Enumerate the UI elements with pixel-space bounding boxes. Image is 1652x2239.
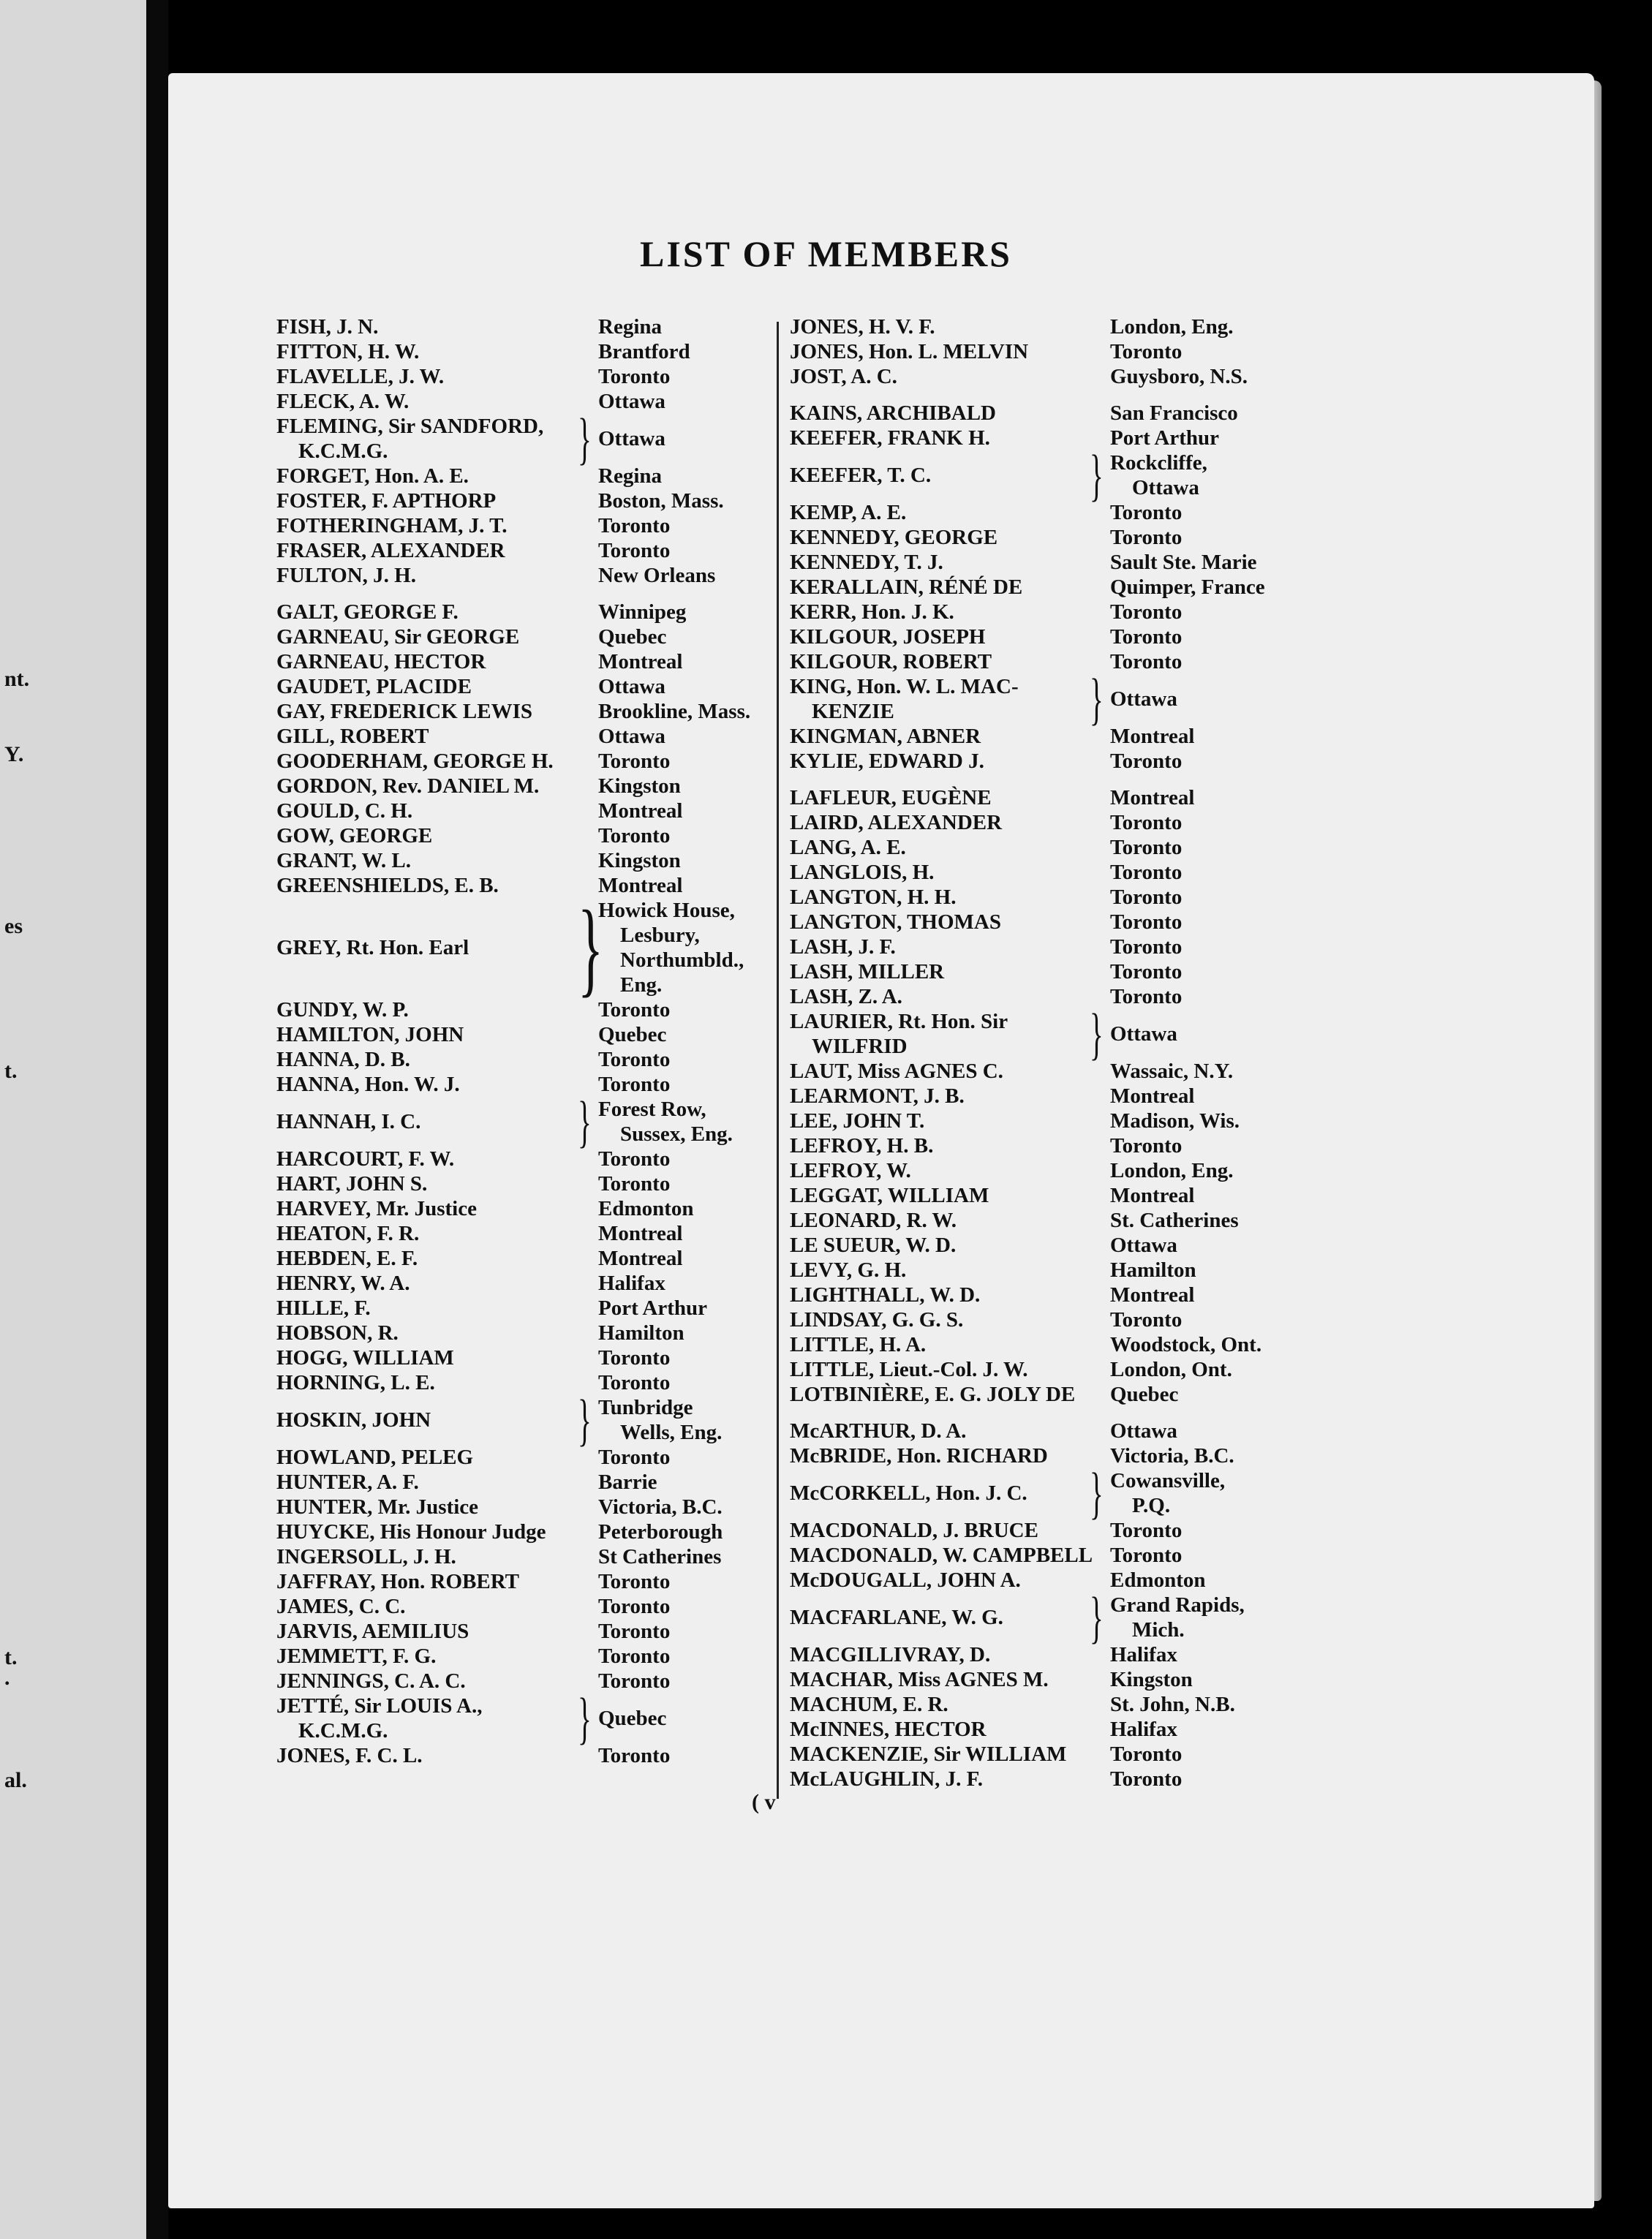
member-location: Quebec [598,625,667,649]
member-location-continuation: Ottawa [1132,476,1199,499]
member-location: Montreal [598,799,683,823]
member-name: GAY, FREDERICK LEWIS [276,700,532,723]
member-name: KINGMAN, ABNER [790,725,981,748]
member-location: Toronto [1110,340,1183,363]
member-name: FRASER, ALEXANDER [276,539,505,562]
brace-glyph: } [1090,1461,1104,1525]
member-location: Quebec [598,1707,667,1730]
member-location-continuation: P.Q. [1132,1494,1171,1517]
member-location: Toronto [598,1346,671,1370]
member-name: LANG, A. E. [790,836,906,859]
member-name: JONES, H. V. F. [790,315,935,339]
member-location: Peterborough [598,1520,723,1544]
member-location: Toronto [598,1147,671,1171]
member-location-continuation: Lesbury, [620,924,700,947]
member-location-continuation: Mich. [1132,1618,1185,1642]
member-name: HUNTER, A. F. [276,1470,419,1494]
member-name: HUYCKE, His Honour Judge [276,1520,546,1544]
member-name-continuation: WILFRID [812,1035,908,1058]
member-name: LEE, JOHN T. [790,1109,925,1133]
member-name: LINDSAY, G. G. S. [790,1308,964,1332]
member-location: Cowansville, [1110,1469,1226,1492]
member-location: Halifax [1110,1643,1177,1666]
member-location: Toronto [1110,960,1183,983]
member-location: Ottawa [1110,1234,1177,1257]
member-location: Toronto [1110,1134,1183,1158]
brace-glyph: } [578,888,604,1007]
member-name: HOSKIN, JOHN [276,1408,431,1432]
member-location: Toronto [1110,1767,1183,1791]
member-name: HARCOURT, F. W. [276,1147,455,1171]
member-location: Port Arthur [1110,426,1219,450]
member-location: Forest Row, [598,1098,706,1121]
member-location-continuation: Wells, Eng. [620,1421,723,1444]
member-name: KENNEDY, T. J. [790,551,943,574]
member-location: Victoria, B.C. [598,1495,723,1519]
member-location-continuation: Eng. [620,973,663,997]
member-name: HANNA, D. B. [276,1048,410,1071]
member-name-continuation: K.C.M.G. [298,1719,388,1743]
member-location: Edmonton [1110,1568,1206,1592]
member-name: FORGET, Hon. A. E. [276,464,469,488]
member-location: Toronto [598,1371,671,1394]
member-location: Toronto [1110,1519,1183,1542]
member-name: FOSTER, F. APTHORP [276,489,497,513]
member-name: KEMP, A. E. [790,501,907,524]
member-location: Toronto [598,1645,671,1668]
member-name: FLAVELLE, J. W. [276,365,445,388]
member-name: LOTBINIÈRE, E. G. JOLY DE [790,1383,1076,1406]
member-name: MACDONALD, W. CAMPBELL [790,1544,1093,1567]
member-location: Montreal [1110,786,1195,809]
member-location: Ottawa [1110,1419,1177,1443]
member-location: Wassaic, N.Y. [1110,1060,1234,1083]
member-location: Ottawa [598,675,665,698]
left-page-text: nt. [4,667,30,691]
member-location: Barrie [598,1470,657,1494]
member-location: Ottawa [1110,1022,1177,1046]
member-name: LASH, MILLER [790,960,945,983]
member-location: Ottawa [598,390,665,413]
member-name: McARTHUR, D. A. [790,1419,967,1443]
brace-glyph: } [1090,443,1104,507]
member-location: Boston, Mass. [598,489,724,513]
member-name: LEVY, G. H. [790,1258,907,1282]
member-location: Quimper, France [1110,575,1265,599]
member-location: Toronto [598,1669,671,1693]
member-name: LANGLOIS, H. [790,861,935,884]
member-location: Ottawa [598,427,665,450]
member-location: Guysboro, N.S. [1110,365,1248,388]
member-name: KYLIE, EDWARD J. [790,750,984,773]
member-location: Ottawa [1110,687,1177,711]
member-name: KING, Hon. W. L. MAC- [790,675,1019,698]
member-name: MACDONALD, J. BRUCE [790,1519,1038,1542]
member-location: Toronto [1110,526,1183,549]
member-location: Toronto [598,1744,671,1767]
member-name: GREY, Rt. Hon. Earl [276,936,469,959]
member-name: GRANT, W. L. [276,849,411,872]
member-name: McBRIDE, Hon. RICHARD [790,1444,1048,1468]
member-name: LAUT, Miss AGNES C. [790,1060,1003,1083]
brace-glyph: } [578,1090,592,1153]
member-location: Toronto [1110,935,1183,959]
member-location: New Orleans [598,564,716,587]
left-page-text: t. [4,1645,18,1669]
column-divider [777,322,779,1799]
member-name: GREENSHIELDS, E. B. [276,874,499,897]
member-name: MACKENZIE, Sir WILLIAM [790,1743,1067,1766]
member-location: Edmonton [598,1197,694,1220]
member-name: HART, JOHN S. [276,1172,428,1196]
member-location: Rockcliffe, [1110,451,1207,475]
member-name: JENNINGS, C. A. C. [276,1669,466,1693]
member-location: Toronto [598,1595,671,1618]
member-location: Toronto [1110,625,1183,649]
page-number: ( v [752,1790,776,1814]
member-name: JONES, Hon. L. MELVIN [790,340,1029,363]
member-location: Sault Ste. Marie [1110,551,1257,574]
member-location: Toronto [1110,600,1183,624]
member-name: McCORKELL, Hon. J. C. [790,1481,1027,1505]
member-location: St. John, N.B. [1110,1693,1235,1716]
member-location-continuation: Sussex, Eng. [620,1122,733,1146]
member-name: KILGOUR, JOSEPH [790,625,986,649]
member-location: Hamilton [598,1321,684,1345]
member-name: MACHUM, E. R. [790,1693,948,1716]
member-name: GALT, GEORGE F. [276,600,459,624]
member-location: Kingston [598,849,681,872]
left-page-fragment [0,0,146,2239]
member-name: FLEMING, Sir SANDFORD, [276,415,544,438]
member-location: London, Eng. [1110,1159,1234,1182]
member-location: Toronto [598,1620,671,1643]
member-location: Brookline, Mass. [598,700,751,723]
member-name: HEBDEN, E. F. [276,1247,418,1270]
member-location: Howick House, [598,899,735,922]
member-location: Kingston [598,774,681,798]
member-name: HEATON, F. R. [276,1222,420,1245]
member-location: Montreal [598,1222,683,1245]
member-location: Montreal [1110,1084,1195,1108]
member-location: Montreal [1110,1283,1195,1307]
member-location: Halifax [1110,1718,1177,1741]
member-name: GUNDY, W. P. [276,998,409,1022]
member-location: Toronto [1110,1544,1183,1567]
member-name: GARNEAU, Sir GEORGE [276,625,520,649]
member-location: Toronto [1110,836,1183,859]
member-name: FULTON, J. H. [276,564,416,587]
member-location: Toronto [598,539,671,562]
left-page-text: Y. [4,742,24,766]
page-title: LIST OF MEMBERS [640,233,1012,274]
member-location: Toronto [1110,861,1183,884]
member-location: Toronto [598,1073,671,1096]
member-location: St. Catherines [1110,1209,1239,1232]
member-location: Toronto [598,1570,671,1593]
member-name: KENNEDY, GEORGE [790,526,998,549]
member-location: Toronto [1110,750,1183,773]
member-name: GORDON, Rev. DANIEL M. [276,774,540,798]
member-location: Toronto [1110,910,1183,934]
member-location: Toronto [598,365,671,388]
member-location: Toronto [598,514,671,537]
member-name: HILLE, F. [276,1296,371,1320]
member-name: LITTLE, H. A. [790,1333,927,1356]
member-name: HOWLAND, PELEG [276,1446,474,1469]
member-name: GOW, GEORGE [276,824,433,847]
member-name: McLAUGHLIN, J. F. [790,1767,983,1791]
member-name: FOTHERINGHAM, J. T. [276,514,508,537]
member-name: LIGHTHALL, W. D. [790,1283,981,1307]
member-name: HANNAH, I. C. [276,1110,421,1133]
member-location: Kingston [1110,1668,1193,1691]
member-name: LASH, Z. A. [790,985,902,1008]
member-location: Toronto [598,1172,671,1196]
member-location: Woodstock, Ont. [1110,1333,1262,1356]
member-name: HENRY, W. A. [276,1272,410,1295]
member-location: London, Eng. [1110,315,1234,339]
member-name: JAFFRAY, Hon. ROBERT [276,1570,520,1593]
member-name: LITTLE, Lieut.-Col. J. W. [790,1358,1028,1381]
member-name-continuation: KENZIE [812,700,894,723]
member-name: LANGTON, H. H. [790,886,957,909]
member-location: Toronto [1110,501,1183,524]
member-location: Tunbridge [598,1396,693,1419]
member-name: HANNA, Hon. W. J. [276,1073,460,1096]
brace-glyph: } [1090,1002,1104,1065]
member-name: KERALLAIN, RÉNÉ DE [790,575,1023,599]
book-gutter [146,0,168,2239]
member-location: Ottawa [598,725,665,748]
left-page-text: . [4,1666,10,1690]
member-name: McDOUGALL, JOHN A. [790,1568,1021,1592]
member-name: JOST, A. C. [790,365,897,388]
member-location: Montreal [598,874,683,897]
member-name: LAURIER, Rt. Hon. Sir [790,1010,1008,1033]
member-location: Montreal [1110,1184,1195,1207]
member-name: HARVEY, Mr. Justice [276,1197,477,1220]
member-name: MACGILLIVRAY, D. [790,1643,991,1666]
member-location: Toronto [598,824,671,847]
member-name: KEEFER, T. C. [790,464,932,487]
member-location: London, Ont. [1110,1358,1232,1381]
member-name: LASH, J. F. [790,935,896,959]
left-page-text: al. [4,1768,27,1792]
member-location: Toronto [598,1446,671,1469]
member-location: Victoria, B.C. [1110,1444,1234,1468]
member-location: Montreal [598,1247,683,1270]
member-name: GILL, ROBERT [276,725,429,748]
member-location: Halifax [598,1272,665,1295]
member-location-continuation: Northumbld., [620,948,744,972]
member-location: Montreal [1110,725,1195,748]
left-page-text: es [4,914,23,938]
member-name: GARNEAU, HECTOR [276,650,486,673]
brace-glyph: } [1090,1585,1104,1649]
member-name: INGERSOLL, J. H. [276,1545,456,1568]
member-name: GOULD, C. H. [276,799,413,823]
member-location: Toronto [598,750,671,773]
member-location: San Francisco [1110,401,1238,425]
member-name: KEEFER, FRANK H. [790,426,990,450]
member-name: KILGOUR, ROBERT [790,650,992,673]
member-name: FLECK, A. W. [276,390,410,413]
member-location: Toronto [1110,650,1183,673]
member-name: LEARMONT, J. B. [790,1084,965,1108]
member-name: GOODERHAM, GEORGE H. [276,750,554,773]
member-location: Brantford [598,340,690,363]
member-name: HAMILTON, JOHN [276,1023,464,1046]
member-location: Toronto [1110,811,1183,834]
brace-glyph: } [578,1686,592,1750]
member-name: MACHAR, Miss AGNES M. [790,1668,1049,1691]
brace-glyph: } [578,407,592,470]
member-name: HUNTER, Mr. Justice [276,1495,479,1519]
member-location: Madison, Wis. [1110,1109,1240,1133]
member-name: KERR, Hon. J. K. [790,600,954,624]
member-name: HOBSON, R. [276,1321,399,1345]
member-location: Montreal [598,650,683,673]
member-location: Port Arthur [598,1296,707,1320]
member-location: Hamilton [1110,1258,1196,1282]
member-name: FITTON, H. W. [276,340,420,363]
member-name: JETTÉ, Sir LOUIS A., [276,1694,483,1718]
member-location: Toronto [1110,1308,1183,1332]
left-page-text: t. [4,1059,18,1083]
member-name: JAMES, C. C. [276,1595,406,1618]
member-location: Quebec [1110,1383,1179,1406]
member-name: GAUDET, PLACIDE [276,675,472,698]
member-location: Toronto [1110,886,1183,909]
member-name-continuation: K.C.M.G. [298,439,388,463]
member-location: St Catherines [598,1545,722,1568]
member-location: Toronto [1110,1743,1183,1766]
member-name: McINNES, HECTOR [790,1718,987,1741]
member-name: HOGG, WILLIAM [276,1346,454,1370]
member-location: Grand Rapids, [1110,1593,1245,1617]
member-name: FISH, J. N. [276,315,379,339]
member-name: LEGGAT, WILLIAM [790,1184,989,1207]
member-name: LE SUEUR, W. D. [790,1234,957,1257]
member-name: LEFROY, H. B. [790,1134,934,1158]
member-name: LAFLEUR, EUGÈNE [790,786,992,809]
member-location: Toronto [1110,985,1183,1008]
member-name: LAIRD, ALEXANDER [790,811,1003,834]
member-name: MACFARLANE, W. G. [790,1606,1003,1629]
member-name: JONES, F. C. L. [276,1744,423,1767]
member-location: Winnipeg [598,600,687,624]
member-name: LANGTON, THOMAS [790,910,1001,934]
member-location: Quebec [598,1023,667,1046]
member-name: KAINS, ARCHIBALD [790,401,996,425]
member-name: LEONARD, R. W. [790,1209,957,1232]
member-location: Regina [598,464,662,488]
member-name: HORNING, L. E. [276,1371,435,1394]
brace-glyph: } [578,1388,592,1451]
member-name: JARVIS, AEMILIUS [276,1620,469,1643]
brace-glyph: } [1090,667,1104,730]
member-name: LEFROY, W. [790,1159,911,1182]
member-location: Toronto [598,1048,671,1071]
member-location: Toronto [598,998,671,1022]
member-location: Regina [598,315,662,339]
member-name: JEMMETT, F. G. [276,1645,437,1668]
